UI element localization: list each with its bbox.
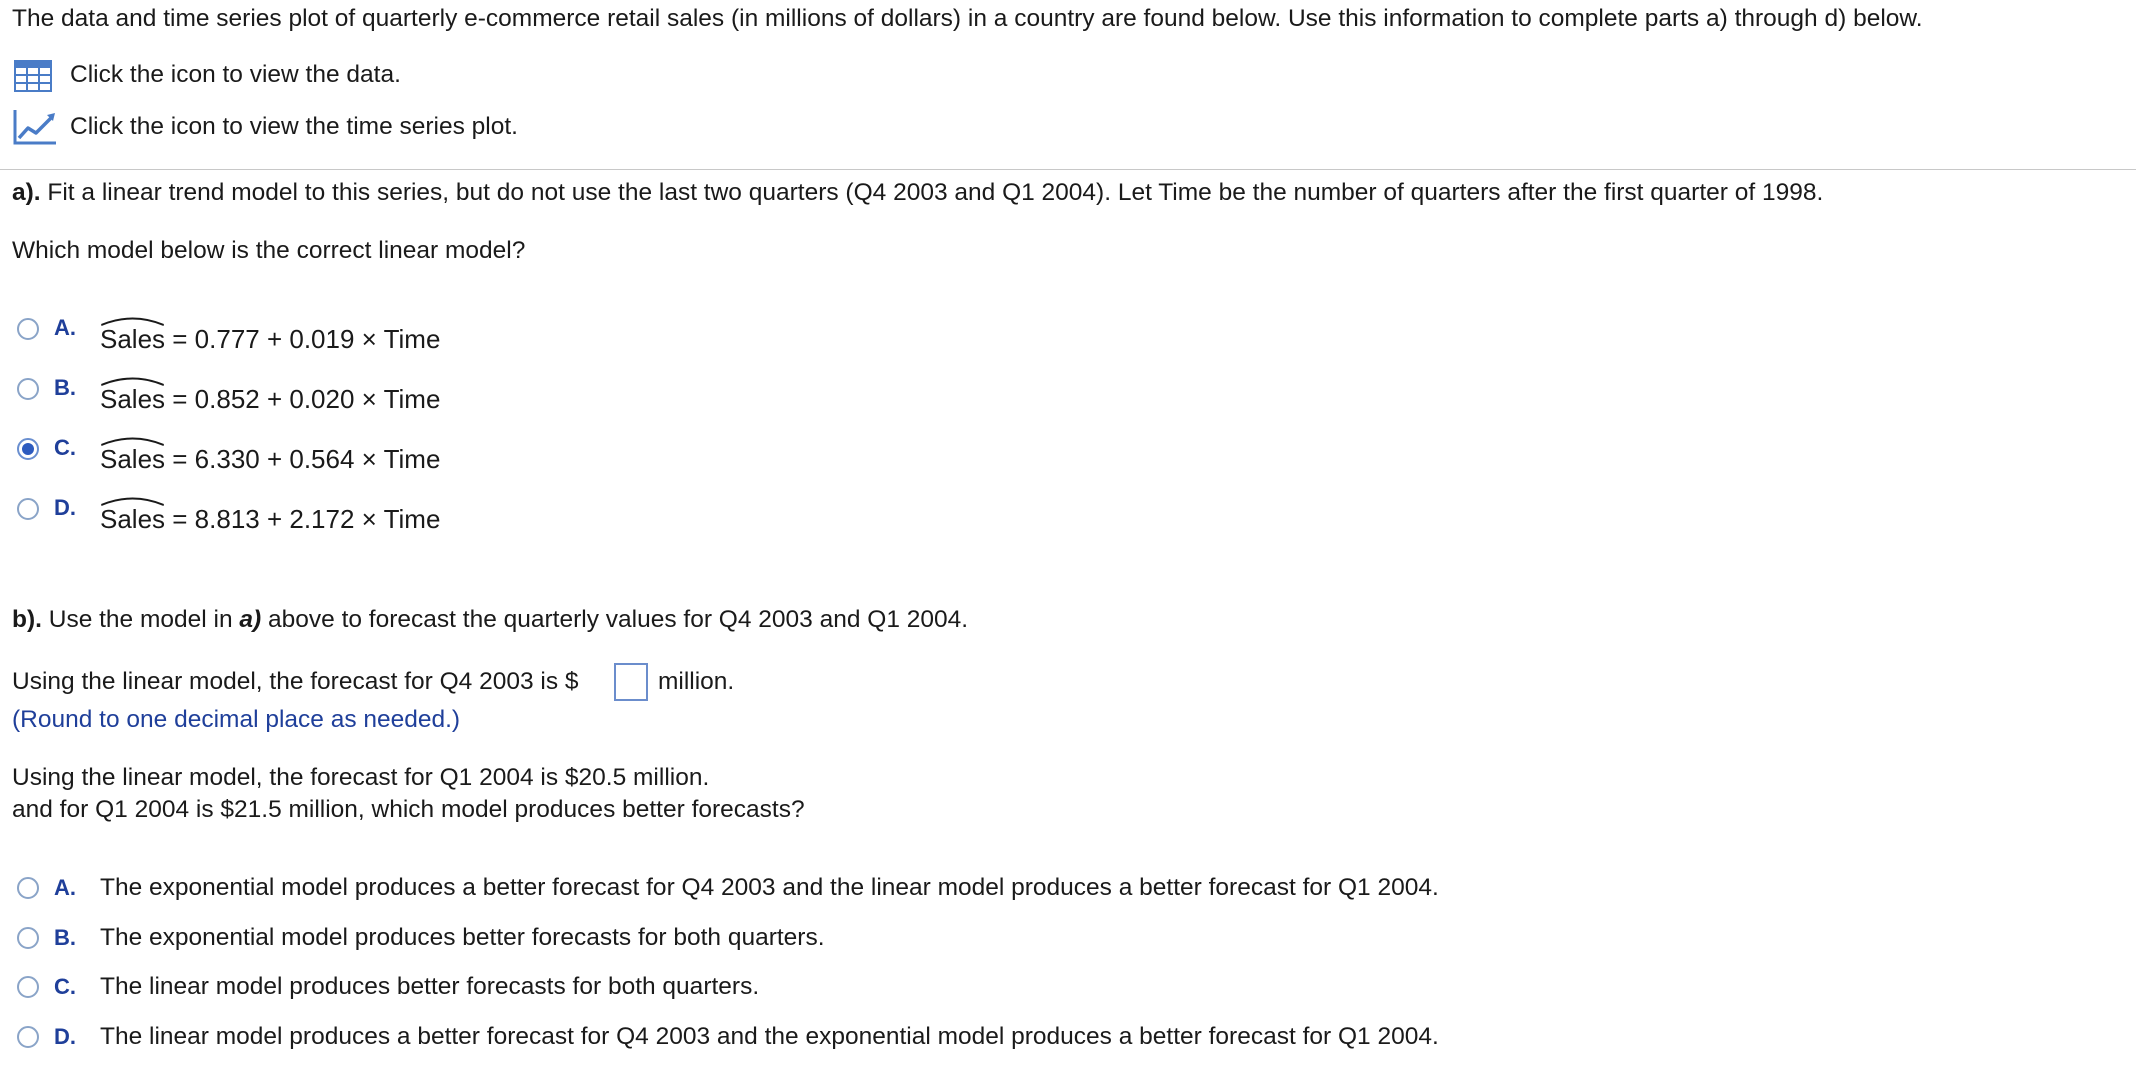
forecast-q1-sentence: Using the linear model, the forecast for Q1 2004 is $20.5 million. [12,764,710,791]
part-a-option-b-letter: B. [54,375,76,400]
part-a-option-a-letter: A. [54,315,76,340]
radio-part-a-option-a[interactable] [17,318,39,340]
round-hint: (Round to one decimal place as needed.) [12,706,461,733]
radio-part-a-option-d[interactable] [17,498,39,520]
sales-hat-d [100,504,165,534]
sales-label-b: Sales [100,384,166,414]
part-a-option-c-equation [100,444,440,474]
radio-part-b-option-b[interactable] [17,927,39,949]
view-data-link[interactable]: Click the icon to view the data. [70,61,401,88]
part-b-text-before: Use the model in [41,606,240,633]
part-a-option-a-equation [100,324,440,354]
part-a-question: Which model below is the correct linear model? [12,237,526,264]
radio-part-b-option-c[interactable] [17,976,39,998]
part-b-text-em: a) [239,606,262,633]
forecast-q4-answer-input[interactable] [614,663,648,701]
part-b-option-d-letter: D. [54,1024,76,1049]
sales-label-c: Sales [100,444,166,474]
part-a-option-b-equation [100,384,440,414]
radio-part-b-option-a[interactable] [17,877,39,899]
part-b-option-c-letter: C. [54,974,76,999]
forecast-q4-sentence: Using the linear model, the forecast for Q4 2003 is $ [12,668,579,695]
part-b-option-d-text: The linear model produces a better forecast for Q4 2003 and the exponential model produces a better forecast for Q1 2004. [100,1023,1439,1050]
sales-label-a: Sales [100,324,166,354]
radio-part-a-option-b[interactable] [17,378,39,400]
line-chart-icon[interactable] [12,108,58,146]
option-a-rhs: = 0.777 + 0.019 × Time [165,324,441,354]
option-d-rhs: = 8.813 + 2.172 × Time [165,504,441,534]
section-divider [0,169,2136,170]
option-c-rhs: = 6.330 + 0.564 × Time [165,444,441,474]
radio-part-a-option-c[interactable] [17,438,39,460]
intro-text: The data and time series plot of quarterly e-commerce retail sales (in millions of dollars) in a country are found below. Use this information to complete parts a) through d) below. [12,5,1923,32]
sales-hat-c [100,444,165,474]
part-a-label: a). [12,179,41,206]
part-b-option-b-letter: B. [54,925,76,950]
part-b-option-c-text: The linear model produces better forecasts for both quarters. [100,973,760,1000]
radio-part-b-option-d[interactable] [17,1026,39,1048]
part-b-text-after: above to forecast the quarterly values for Q4 2003 and Q1 2004. [261,606,969,633]
part-b-prompt [12,605,968,635]
part-b-option-a-letter: A. [54,875,76,900]
compare-question: and for Q1 2004 is $21.5 million, which model produces better forecasts? [12,796,805,823]
sales-label-d: Sales [100,504,166,534]
part-a-option-d-equation [100,504,440,534]
forecast-q4-unit: million. [658,668,735,695]
sales-hat-a [100,324,165,354]
part-a-option-d-letter: D. [54,495,76,520]
part-a-text: Fit a linear trend model to this series, but do not use the last two quarters (Q4 2003 and Q1 2004). Let Time be the number of quarters after the first quarter of 1998. [40,179,1824,206]
part-b-label: b). [12,606,42,633]
part-a-option-c-letter: C. [54,435,76,460]
table-grid-icon[interactable] [14,60,52,92]
sales-hat-b [100,384,165,414]
part-b-option-a-text: The exponential model produces a better forecast for Q4 2003 and the linear model produces a better forecast for Q1 2004. [100,874,1439,901]
part-b-option-b-text: The exponential model produces better forecasts for both quarters. [100,924,825,951]
option-b-rhs: = 0.852 + 0.020 × Time [165,384,441,414]
view-plot-link[interactable]: Click the icon to view the time series plot. [70,113,518,140]
part-a-prompt [12,178,1823,208]
